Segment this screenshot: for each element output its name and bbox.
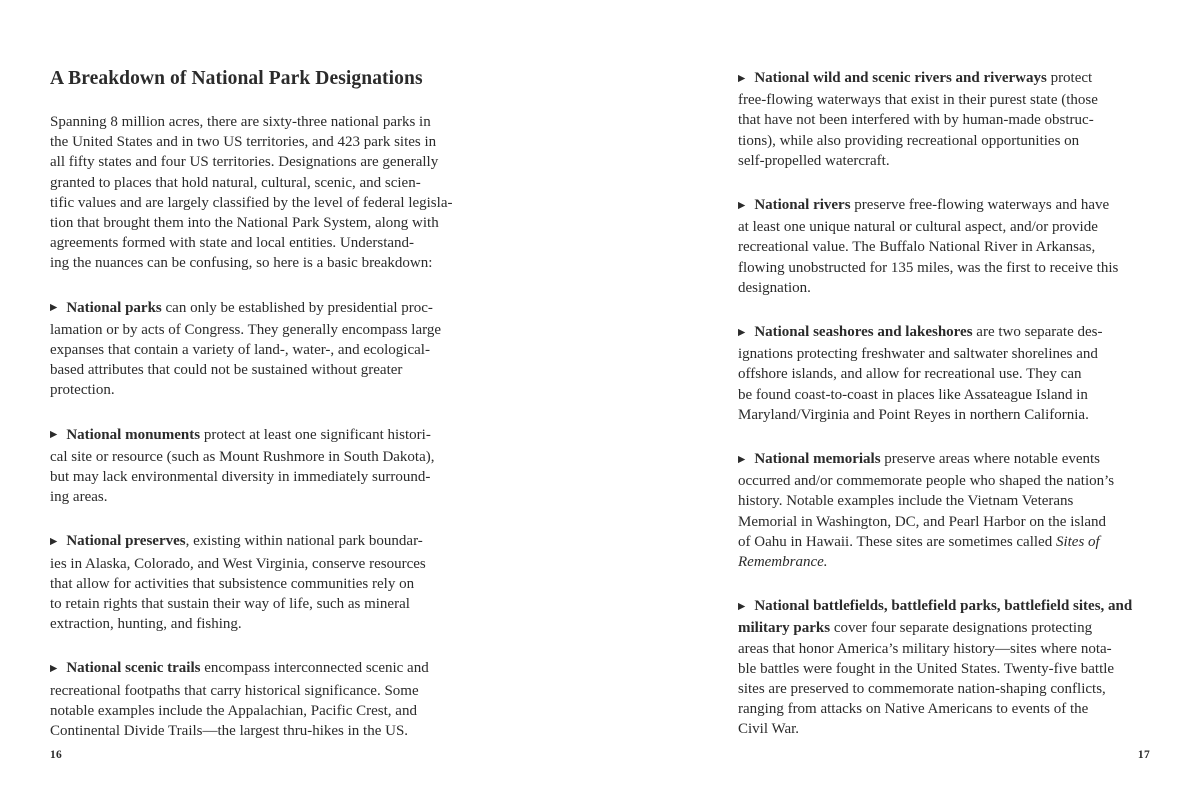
body-text: flowing unobstructed for 135 miles, was the first to receive this — [738, 259, 1119, 276]
bullet-item — [50, 531, 462, 634]
body-text: ing the nuances can be confusing, so here is a basic breakdown: — [50, 255, 433, 272]
intro-paragraph — [50, 112, 462, 274]
body-text: preserve areas where notable events — [880, 451, 1101, 468]
text-line — [50, 681, 462, 701]
text-line — [50, 112, 462, 132]
body-text: cal site or resource (such as Mount Rushmore in South Dakota), — [50, 448, 435, 465]
bullet-item — [738, 596, 1150, 739]
body-text: that allow for activities that subsistence communities rely on — [50, 575, 415, 592]
bullet-item — [50, 658, 462, 741]
text-line — [50, 554, 462, 574]
text-line — [50, 320, 462, 340]
text-line — [50, 721, 462, 741]
bullet-lead-text: National preserves — [66, 533, 186, 550]
body-text: tions), while also providing recreational opportunities on — [738, 132, 1080, 149]
page-left — [50, 68, 462, 741]
body-text: be found coast-to-coast in places like Assateague Island in — [738, 386, 1088, 403]
body-text: Continental Divide Trails—the largest thru-hikes in the US. — [50, 723, 409, 740]
body-text: Civil War. — [738, 721, 800, 738]
body-text: of Oahu in Hawaii. These sites are sometimes called — [738, 533, 1056, 550]
text-line — [50, 425, 462, 447]
text-line — [738, 258, 1150, 278]
italic-text: Sites of — [1055, 533, 1100, 550]
page-right — [738, 68, 1150, 740]
body-text: the United States and in two US territories, and 423 park sites in — [50, 134, 437, 151]
bullet-lead-text: military parks — [738, 620, 831, 637]
text-line — [50, 467, 462, 487]
body-text: notable examples include the Appalachian, Pacific Crest, and — [50, 702, 417, 719]
bullet-item — [50, 425, 462, 508]
bullet-arrow-icon: ▶ — [738, 454, 746, 465]
body-text: recreational footpaths that carry historical significance. Some — [50, 682, 419, 699]
text-line — [738, 385, 1150, 405]
text-line — [738, 699, 1150, 719]
text-line — [738, 471, 1150, 491]
page-number-right: 17 — [1137, 749, 1150, 761]
body-text: that have not been interfered with by human-made obstruc- — [738, 112, 1094, 129]
body-text: expanses that contain a variety of land-, water-, and ecological- — [50, 342, 430, 359]
body-text: protection. — [50, 382, 115, 399]
body-text: tion that brought them into the National Park System, along with — [50, 215, 439, 232]
body-text: designation. — [738, 279, 811, 296]
body-text: , existing within national park boundar- — [185, 533, 423, 550]
text-line — [738, 195, 1150, 217]
text-line — [50, 658, 462, 680]
text-line — [738, 68, 1150, 90]
text-line — [50, 594, 462, 614]
text-line — [50, 574, 462, 594]
body-text: encompass interconnected scenic and — [200, 660, 429, 677]
text-line — [738, 449, 1150, 471]
body-text: but may lack environmental diversity in immediately surround- — [50, 469, 431, 486]
body-text: Memorial in Washington, DC, and Pearl Harbor on the island — [738, 513, 1107, 530]
text-line — [738, 552, 1150, 572]
text-line — [50, 298, 462, 320]
bullet-arrow-icon: ▶ — [50, 536, 58, 547]
text-line — [738, 110, 1150, 130]
text-line — [50, 152, 462, 172]
text-line — [50, 380, 462, 400]
bullet-arrow-icon: ▶ — [738, 327, 746, 338]
bullet-arrow-icon: ▶ — [738, 200, 746, 211]
bullet-item — [738, 68, 1150, 171]
body-text: recreational value. The Buffalo National River in Arkansas, — [738, 239, 1096, 256]
bullet-lead-text: National seashores and lakeshores — [754, 324, 973, 341]
page-title: A Breakdown of National Park Designations — [50, 68, 423, 89]
text-line — [738, 532, 1150, 552]
body-text: at least one unique natural or cultural aspect, and/or provide — [738, 219, 1098, 236]
body-text: cover four separate designations protecting — [830, 620, 1093, 637]
body-text: lamation or by acts of Congress. They generally encompass large — [50, 321, 442, 338]
italic-text: Remembrance. — [738, 554, 828, 571]
bullet-item — [738, 322, 1150, 425]
body-text: protect — [1046, 70, 1093, 86]
bullet-arrow-icon: ▶ — [738, 601, 746, 612]
bullet-arrow-icon: ▶ — [738, 73, 746, 84]
body-text: granted to places that hold natural, cultural, scenic, and scien- — [50, 174, 421, 191]
text-line — [50, 132, 462, 152]
text-line — [738, 90, 1150, 110]
body-text: are two separate des- — [972, 324, 1103, 341]
bullet-item — [738, 449, 1150, 572]
body-text: tific values and are largely classified by the level of federal legisla- — [50, 194, 453, 211]
body-text: protect at least one significant histori- — [200, 426, 431, 443]
text-line — [50, 213, 462, 233]
body-text: ranging from attacks on Native Americans to events of the — [738, 701, 1089, 718]
body-text: ies in Alaska, Colorado, and West Virginia, conserve resources — [50, 555, 426, 572]
text-line — [738, 364, 1150, 384]
page-left-content — [50, 112, 462, 741]
text-line — [738, 344, 1150, 364]
text-line — [50, 447, 462, 467]
text-line — [738, 131, 1150, 151]
text-line — [738, 596, 1150, 618]
bullet-lead-text: National scenic trails — [66, 660, 201, 677]
bullet-arrow-icon: ▶ — [50, 430, 58, 441]
text-line — [738, 618, 1150, 638]
text-line — [738, 679, 1150, 699]
bullet-arrow-icon: ▶ — [50, 663, 58, 674]
text-line — [50, 340, 462, 360]
text-line — [738, 719, 1150, 739]
body-text: self-propelled watercraft. — [738, 152, 890, 169]
bullet-lead-text: National wild and scenic rivers and riverways — [754, 70, 1047, 86]
body-text: history. Notable examples include the Vietnam Veterans — [738, 493, 1074, 510]
text-line — [738, 639, 1150, 659]
bullet-lead-text: National monuments — [66, 426, 201, 443]
text-line — [738, 278, 1150, 298]
body-text: sites are preserved to commemorate nation-shaping conflicts, — [738, 681, 1106, 698]
text-line — [50, 701, 462, 721]
text-line — [50, 233, 462, 253]
body-text: all fifty states and four US territories. Designations are generally — [50, 154, 439, 171]
body-text: offshore islands, and allow for recreational use. They can — [738, 366, 1082, 383]
bullet-lead-text: National memorials — [754, 451, 881, 468]
text-line — [738, 322, 1150, 344]
text-line — [50, 531, 462, 553]
body-text: based attributes that could not be sustained without greater — [50, 362, 403, 379]
body-text: preserve free-flowing waterways and have — [850, 197, 1110, 214]
page-number-left: 16 — [50, 749, 63, 761]
body-text: agreements formed with state and local entities. Understand- — [50, 235, 415, 252]
body-text: ing areas. — [50, 489, 108, 506]
bullet-lead-text: National battlefields, battlefield parks, battlefield sites, and — [754, 598, 1133, 615]
text-line — [738, 491, 1150, 511]
page-right-content — [738, 68, 1150, 740]
bullet-item — [50, 298, 462, 401]
body-text: ignations protecting freshwater and saltwater shorelines and — [738, 346, 1098, 363]
text-line — [738, 237, 1150, 257]
text-line — [50, 487, 462, 507]
text-line — [50, 193, 462, 213]
text-line — [738, 659, 1150, 679]
text-line — [50, 173, 462, 193]
text-line — [738, 151, 1150, 171]
bullet-arrow-icon: ▶ — [50, 303, 58, 314]
text-line — [50, 614, 462, 634]
body-text: extraction, hunting, and fishing. — [50, 616, 242, 633]
body-text: can only be established by presidential proc- — [161, 299, 433, 316]
text-line — [738, 512, 1150, 532]
text-line — [50, 253, 462, 273]
text-line — [738, 217, 1150, 237]
bullet-item — [738, 195, 1150, 298]
body-text: areas that honor America’s military history—sites where nota- — [738, 640, 1112, 657]
bullet-lead-text: National parks — [66, 299, 162, 316]
body-text: Maryland/Virginia and Point Reyes in northern California. — [738, 406, 1089, 423]
body-text: free-flowing waterways that exist in their purest state (those — [738, 92, 1098, 109]
bullet-lead-text: National rivers — [754, 197, 851, 214]
body-text: Spanning 8 million acres, there are sixty-three national parks in — [50, 114, 431, 130]
body-text: occurred and/or commemorate people who shaped the nation’s — [738, 473, 1115, 490]
body-text: ble battles were fought in the United States. Twenty-five battle — [738, 660, 1115, 677]
text-line — [50, 360, 462, 380]
body-text: to retain rights that sustain their way of life, such as mineral — [50, 596, 410, 613]
text-line — [738, 405, 1150, 425]
